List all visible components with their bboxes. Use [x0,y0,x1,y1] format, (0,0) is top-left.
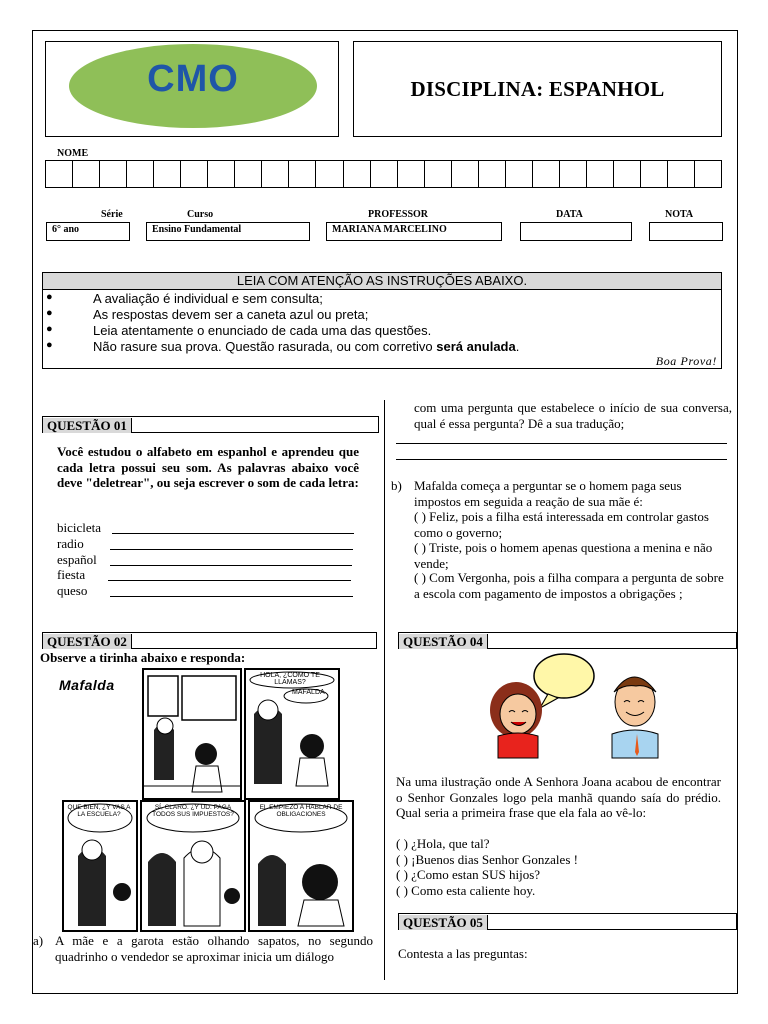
bullet-icon: ● [46,323,53,335]
q1-prompt: Você estudou o alfabeto em espanhol e aprendeu que cada letra possui seu som. As palavras abaixo você deve "deletrear", ou seja escrever o som de cada letra: [57,444,359,490]
word-label: español [57,552,97,567]
q2-label: QUESTÃO 02 [43,634,132,649]
instructions-box [42,272,722,369]
comic-title: Mafalda [59,677,115,693]
sign-off: Boa Prova! [655,354,717,368]
comic-panel [248,800,354,932]
name-field[interactable] [45,160,722,188]
discipline-title-box [353,41,722,137]
word-label: radio [57,536,84,551]
instruction-item: ● Não rasure sua prova. Questão rasurada, ou com corretivo será anulada. [46,339,520,354]
q2-item-b: Mafalda começa a perguntar se o homem paga seus impostos em seguida a reação de sua mãe é: [414,478,682,509]
option-item[interactable]: ( ) ¡Buenos dias Senhor Gonzales ! [396,852,578,867]
speech-bubble: SÍ, CLARO. ¿Y UD. PAGA TODOS SUS IMPUESTOS? [152,804,234,818]
q4-label: QUESTÃO 04 [399,634,488,649]
data-label: DATA [556,209,583,220]
serie-label: Série [101,209,123,220]
nota-label: NOTA [665,209,694,220]
instructions-title: LEIA COM ATENÇÃO AS INSTRUÇÕES ABAIXO. [43,273,721,290]
discipline-title: DISCIPLINA: ESPANHOL [410,76,665,101]
answer-line[interactable] [110,596,353,597]
bullet-icon: ● [46,291,53,303]
answer-line[interactable] [110,549,353,550]
conversation-illustration [478,650,674,760]
curso-field[interactable]: Ensino Fundamental [146,222,310,241]
comic-panel [142,668,242,800]
q5-header [398,913,737,930]
column-divider [384,400,385,980]
answer-line[interactable] [108,580,351,581]
q5-label: QUESTÃO 05 [399,915,488,930]
grade-field[interactable] [649,222,723,241]
speech-bubble: MAFALDA [292,689,325,696]
comic-panel [244,668,340,800]
bullet-icon: ● [46,339,53,351]
q2-item-a-continued: com uma pergunta que estabelece o início de sua conversa, qual é essa pergunta? Dê a sua tradução; [414,400,732,431]
item-letter: b) [391,478,402,493]
option-item[interactable]: ( ) Feliz, pois a filha está interessada em controlar gastos como o governo; [414,509,709,540]
name-label: NOME [57,148,89,159]
q4-header [398,632,737,649]
word-label: queso [57,583,88,598]
q2-item-a: A mãe e a garota estão olhando sapatos, no segundo quadrinho o vendedor se aproximar inicia um diálogo [55,933,373,964]
option-item[interactable]: ( ) ¿Como estan SUS hijos? [396,867,541,882]
curso-label: Curso [187,209,214,220]
instruction-item: ● A avaliação é individual e sem consulta; [46,291,323,306]
instruction-item: ● Leia atentamente o enunciado de cada uma das questões. [46,323,432,338]
answer-line[interactable] [396,459,727,460]
answer-line[interactable] [110,565,352,566]
q1-label: QUESTÃO 01 [43,418,132,433]
professor-label: PROFESSOR [368,209,429,220]
option-item[interactable]: ( ) ¿Hola, que tal? [396,836,490,851]
date-field[interactable] [520,222,632,241]
q2-prompt: Observe a tirinha abaixo e responda: [40,650,246,665]
item-letter: a) [33,933,44,948]
q4-prompt: Na uma ilustração onde A Senhora Joana acabou de encontrar o Senhor Gonzales logo pela manhã quando saía do prédio. Qual seria a primeira frase que ela fala ao vê-lo: [396,774,721,820]
answer-line[interactable] [396,443,727,444]
option-item[interactable]: ( ) Como esta caliente hoy. [396,883,536,898]
option-item[interactable]: ( ) Com Vergonha, pois a filha compara a pergunta de sobre a escola com pagamento de impostos a obrigações ; [414,570,724,601]
speech-bubble: QUE BIEN, ¿Y VAS A LA ESCUELA? [67,804,131,818]
serie-field[interactable]: 6° ano [46,222,130,241]
q2-header [42,632,377,649]
q1-header [42,416,379,433]
word-label: bicicleta [57,520,102,535]
answer-line[interactable] [112,533,354,534]
comic-panel [62,800,138,932]
q5-prompt: Contesta a las preguntas: [398,946,528,961]
speech-bubble: HOLA, ¿COMO TE LLAMAS? [260,672,320,686]
comic-panel [140,800,246,932]
speech-bubble: EL EMPIEZO A HABLAR DE OBLIGACIONES [259,804,343,818]
instruction-item: ● As respostas devem ser a caneta azul ou preta; [46,307,369,322]
word-label: fiesta [57,567,86,582]
professor-field[interactable]: MARIANA MARCELINO [326,222,502,241]
option-item[interactable]: ( ) Triste, pois o homem apenas questiona a menina e não vende; [414,540,713,571]
bullet-icon: ● [46,307,53,319]
logo-text: CMO [147,58,239,100]
